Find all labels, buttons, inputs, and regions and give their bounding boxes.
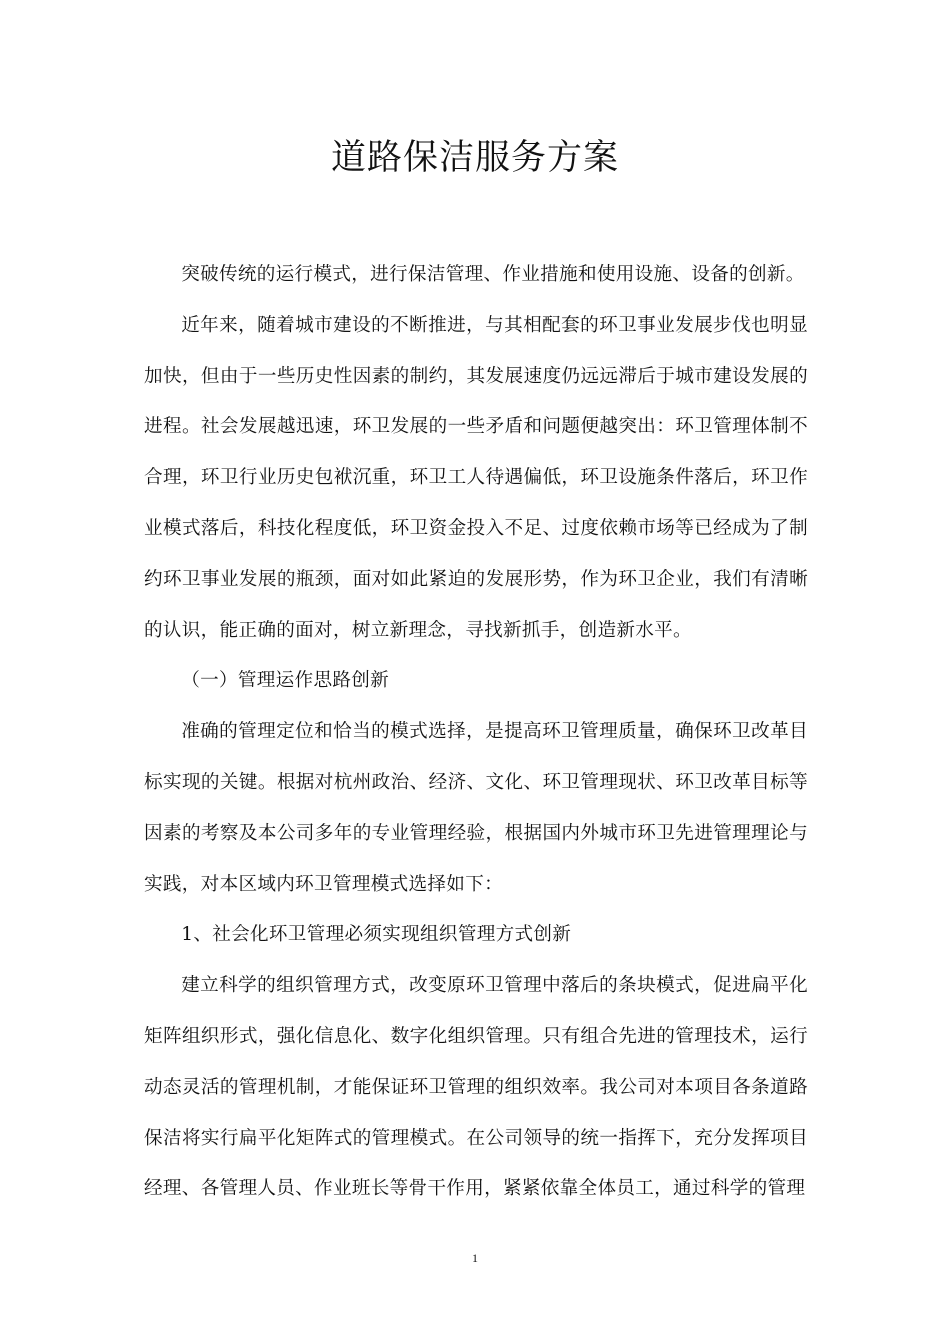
subsection-heading-organization-innovation: 1、社会化环卫管理必须实现组织管理方式创新 xyxy=(181,924,572,946)
paragraph-background: 近年来，随着城市建设的不断推进，与其相配套的环卫事业发展步伐也明显加快，但由于一些历史性因素的制约，其发展速度仍远远滞后于城市建设发展的进程。社会发展越迅速，环卫发展的一些矛盾和问题便越突出：环卫管理体制不合理，环卫行业历史包袱沉重，环卫工人待遇偏低，环卫设施条件落后，环卫作业模式落后，科技化程度低，环卫资金投入不足、过度依赖市场等已经成为了制约环卫事业发展的瓶颈，面对如此紧迫的发展形势，作为环卫企业，我们有清晰的认识，能正确的面对，树立新理念，寻找新抓手，创造新水平。 xyxy=(144,314,808,641)
section-heading-management-innovation: （一）管理运作思路创新 xyxy=(181,670,390,692)
document-body xyxy=(144,250,808,1215)
document-title: 道路保洁服务方案 xyxy=(330,138,619,178)
paragraph-management-positioning: 准确的管理定位和恰当的模式选择，是提高环卫管理质量，确保环卫改革目标实现的关键。根据对杭州政治、经济、文化、环卫管理现状、环卫改革目标等因素的考察及本公司多年的专业管理经验，根据国内外城市环卫先进管理理论与实践，对本区域内环卫管理模式选择如下： xyxy=(144,721,808,895)
paragraph-intro: 突破传统的运行模式，进行保洁管理、作业措施和使用设施、设备的创新。 xyxy=(181,264,805,285)
paragraph-organization-method: 建立科学的组织管理方式，改变原环卫管理中落后的条块模式，促进扁平化矩阵组织形式，强化信息化、数字化组织管理。只有组合先进的管理技术，运行动态灵活的管理机制，才能保证环卫管理的组织效率。我公司对本项目各条道路保洁将实行扁平化矩阵式的管理模式。在公司领导的统一指挥下，充分发挥项目经理、各管理人员、作业班长等骨干作用，紧紧依靠全体员工，通过科学的管理 xyxy=(144,975,808,1200)
page-number: 1 xyxy=(472,1251,478,1265)
